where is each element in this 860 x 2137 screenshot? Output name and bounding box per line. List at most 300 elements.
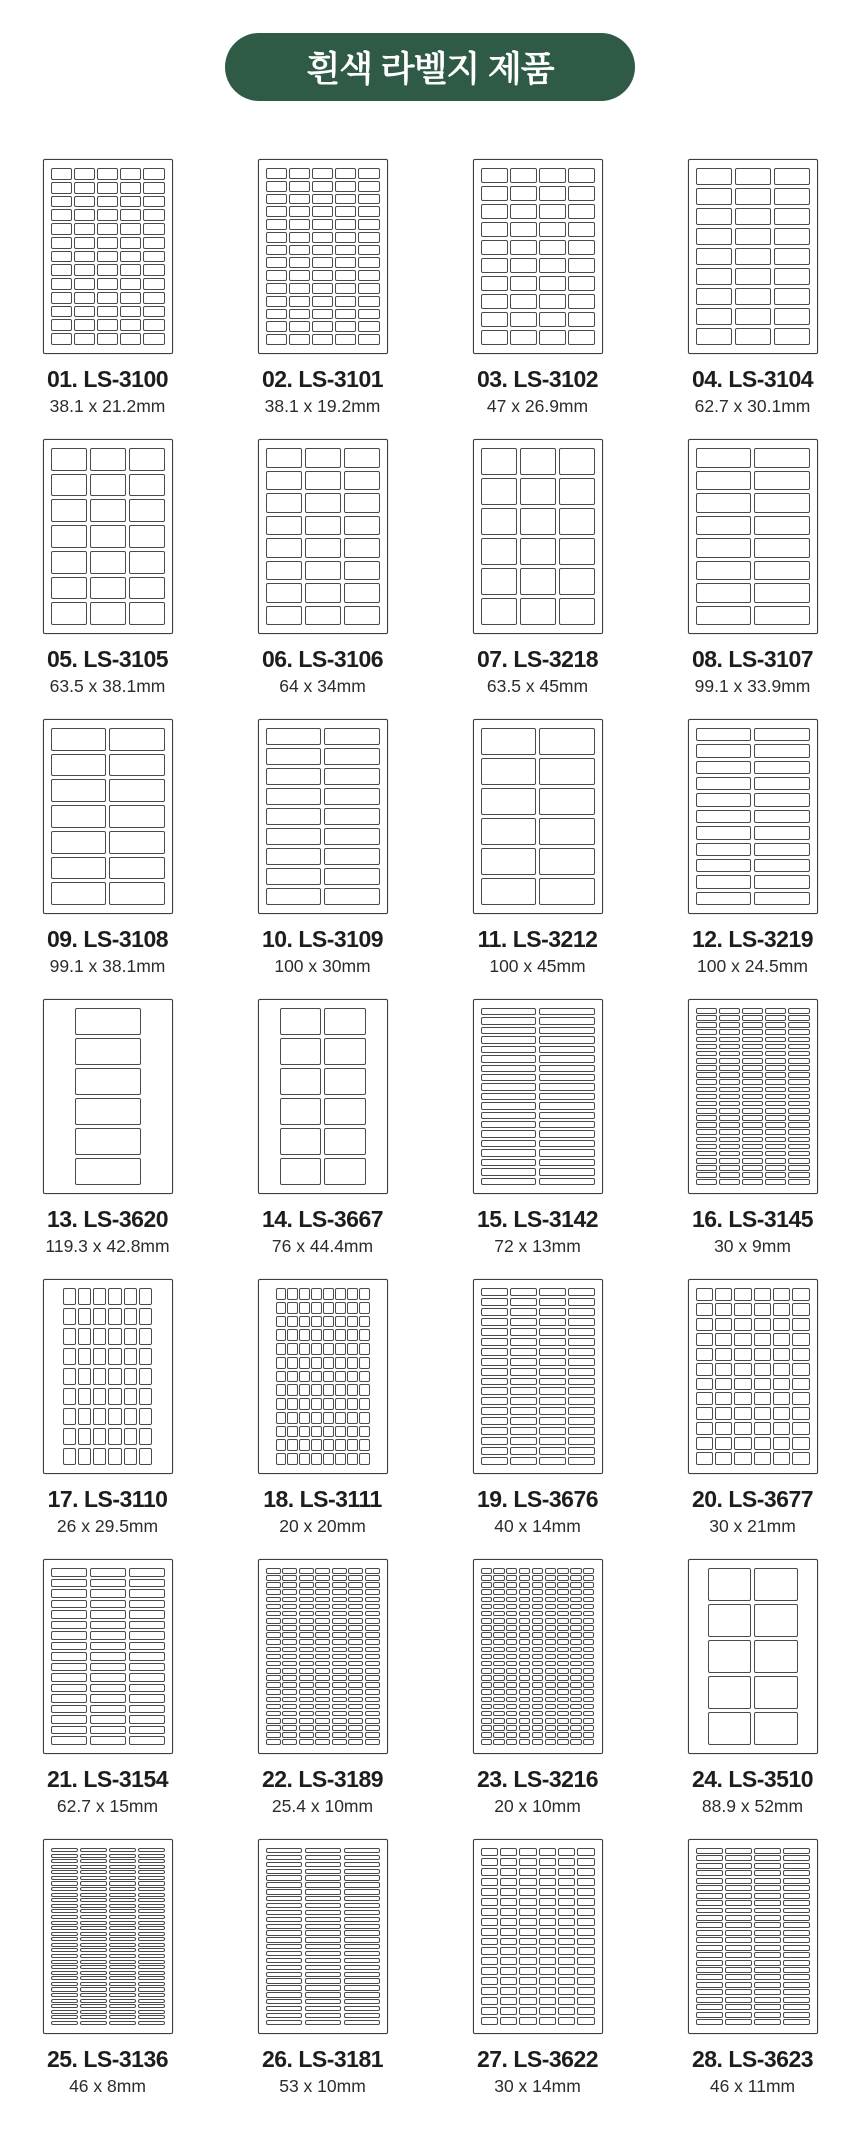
product-code: 06. LS-3106 (261, 646, 384, 672)
label-cell (129, 1568, 165, 1577)
label-cell (539, 1457, 566, 1465)
label-cell (506, 1639, 517, 1645)
label-cell (80, 1943, 107, 1947)
label-cell (90, 525, 126, 548)
label-cell (506, 1654, 517, 1660)
label-cell (696, 1452, 713, 1465)
label-cell (539, 1407, 566, 1415)
label-cell (481, 1697, 492, 1703)
label-cell (359, 1426, 369, 1438)
label-cell (323, 1329, 333, 1341)
label-cell (696, 1318, 713, 1331)
label-cell (138, 2015, 165, 2019)
label-cell (266, 848, 322, 865)
label-cell (51, 2021, 78, 2025)
label-cell (108, 1408, 121, 1425)
label-cell (312, 283, 333, 294)
label-cell (519, 1938, 536, 1946)
label-cell (510, 1457, 537, 1465)
label-cell (719, 1072, 740, 1078)
label-cell (696, 471, 752, 491)
label-cell (493, 1654, 504, 1660)
label-cell (344, 2013, 380, 2018)
label-cell (532, 1597, 543, 1603)
label-cell (78, 1368, 91, 1385)
label-grid (481, 1008, 595, 1185)
label-cell (715, 1378, 732, 1391)
label-cell (287, 1398, 297, 1410)
label-cell (282, 1739, 297, 1745)
label-cell (519, 1878, 536, 1886)
label-cell (783, 1967, 810, 1973)
label-cell (323, 1343, 333, 1355)
label-cell (557, 1732, 568, 1738)
label-cell (109, 1854, 136, 1858)
label-cell (143, 209, 164, 221)
label-cell (299, 1647, 314, 1653)
label-cell (335, 232, 356, 243)
label-cell (90, 1610, 126, 1619)
label-cell (51, 223, 72, 235)
label-cell (696, 1885, 723, 1891)
product-card (430, 439, 645, 697)
product-card (430, 719, 645, 977)
label-cell (80, 1982, 107, 1986)
label-cell (577, 1987, 594, 1995)
label-cell (519, 1625, 530, 1631)
label-cell (51, 1904, 78, 1908)
label-cell (792, 1407, 809, 1420)
label-cell (266, 296, 287, 307)
label-cell (109, 1893, 136, 1897)
label-grid (481, 448, 595, 625)
label-cell (493, 1639, 504, 1645)
label-cell (120, 319, 141, 331)
label-cell (287, 1343, 297, 1355)
product-card (0, 719, 215, 977)
label-cell (266, 1654, 281, 1660)
label-cell (129, 499, 165, 522)
label-cell (510, 1437, 537, 1445)
label-cell (696, 2019, 723, 2025)
label-cell (289, 245, 310, 256)
label-cell (545, 1661, 556, 1667)
label-cell (519, 1967, 536, 1975)
label-cell (90, 1600, 126, 1609)
label-cell (129, 1589, 165, 1598)
label-cell (305, 1917, 341, 1922)
label-cell (493, 1582, 504, 1588)
label-cell (519, 1689, 530, 1695)
label-cell (51, 1954, 78, 1958)
label-cell (481, 478, 517, 505)
product-card (430, 1279, 645, 1537)
product-card (215, 159, 430, 417)
label-cell (109, 1876, 136, 1880)
label-cell (719, 1065, 740, 1071)
label-cell (754, 1422, 771, 1435)
label-cell (696, 1855, 723, 1861)
label-cell (359, 1288, 369, 1300)
label-cell (481, 1074, 537, 1081)
label-cell (568, 1298, 595, 1306)
label-cell (719, 1115, 740, 1121)
label-cell (539, 1288, 566, 1296)
label-cell (742, 1122, 763, 1128)
label-cell (481, 1918, 498, 1926)
label-cell (583, 1704, 594, 1710)
label-cell (282, 1725, 297, 1731)
label-cell (765, 1079, 786, 1085)
label-cell (765, 1051, 786, 1057)
product-code: 24. LS-3510 (691, 1766, 814, 1792)
label-cell (51, 1971, 78, 1975)
label-cell (783, 1893, 810, 1899)
label-cell (696, 859, 752, 872)
label-cell (129, 1715, 165, 1724)
label-cell (311, 1288, 321, 1300)
label-cell (742, 1137, 763, 1143)
label-cell (754, 744, 810, 757)
label-cell (539, 1348, 566, 1356)
label-cell (344, 1862, 380, 1867)
label-cell (783, 1922, 810, 1928)
label-cell (696, 1288, 713, 1301)
label-cell (335, 1439, 345, 1451)
label-cell (124, 1288, 137, 1305)
label-cell (568, 1338, 595, 1346)
label-cell (359, 1439, 369, 1451)
label-cell (324, 848, 380, 865)
label-cell (75, 1008, 141, 1035)
label-cell (481, 1597, 492, 1603)
label-cell (510, 1298, 537, 1306)
label-cell (315, 1647, 330, 1653)
product-code: 11. LS-3212 (477, 926, 598, 952)
label-cell (500, 1997, 517, 2005)
label-cell (557, 1568, 568, 1574)
label-cell (266, 1889, 302, 1894)
label-cell (506, 1625, 517, 1631)
label-cell (557, 1611, 568, 1617)
label-cell (120, 209, 141, 221)
label-cell (765, 1015, 786, 1021)
label-cell (696, 1915, 723, 1921)
label-cell (124, 1348, 137, 1365)
label-cell (519, 1725, 530, 1731)
label-cell (783, 1848, 810, 1854)
label-cell (80, 1854, 107, 1858)
label-cell (129, 551, 165, 574)
label-cell (510, 1318, 537, 1326)
label-cell (539, 1036, 595, 1043)
label-cell (75, 1068, 141, 1095)
label-cell (557, 1661, 568, 1667)
label-cell (583, 1632, 594, 1638)
label-cell (754, 1392, 771, 1405)
label-cell (312, 181, 333, 192)
label-cell (765, 1165, 786, 1171)
label-cell (51, 1932, 78, 1936)
label-cell (510, 1427, 537, 1435)
label-cell (344, 1985, 380, 1990)
label-cell (742, 1079, 763, 1085)
label-cell (519, 1668, 530, 1674)
label-cell (365, 1654, 380, 1660)
label-cell (510, 1338, 537, 1346)
label-cell (344, 1889, 380, 1894)
label-cell (108, 1448, 121, 1465)
label-cell (696, 1115, 717, 1121)
label-cell (289, 270, 310, 281)
label-cell (577, 2007, 594, 2015)
label-cell (539, 1977, 556, 1985)
label-grid (51, 1848, 165, 2025)
label-cell (696, 1952, 723, 1958)
label-cell (725, 1922, 752, 1928)
label-cell (124, 1388, 137, 1405)
label-cell (365, 1732, 380, 1738)
label-cell (51, 1579, 87, 1588)
label-cell (583, 1639, 594, 1645)
label-cell (143, 333, 164, 345)
label-cell (754, 1885, 781, 1891)
label-cell (735, 208, 771, 225)
label-cell (80, 1954, 107, 1958)
label-cell (481, 1997, 498, 2005)
label-cell (545, 1582, 556, 1588)
label-cell (532, 1604, 543, 1610)
label-cell (510, 186, 537, 201)
label-grid (696, 1008, 810, 1185)
label-cell (696, 1930, 723, 1936)
label-cell (583, 1568, 594, 1574)
label-cell (481, 1654, 492, 1660)
label-cell (570, 1732, 581, 1738)
label-cell (539, 1140, 595, 1147)
label-cell (266, 1575, 281, 1581)
label-cell (696, 1997, 723, 2003)
label-cell (280, 1008, 322, 1035)
label-sheet-diagram (43, 1559, 173, 1754)
product-card (645, 1839, 860, 2097)
product-card (0, 1839, 215, 2097)
label-cell (583, 1611, 594, 1617)
label-cell (696, 268, 732, 285)
label-cell (315, 1568, 330, 1574)
label-cell (348, 1739, 363, 1745)
label-cell (90, 1694, 126, 1703)
label-cell (539, 1093, 595, 1100)
label-cell (754, 2019, 781, 2025)
label-cell (78, 1308, 91, 1325)
label-cell (108, 1328, 121, 1345)
product-code: 12. LS-3219 (691, 926, 814, 952)
label-cell (519, 1611, 530, 1617)
label-cell (493, 1668, 504, 1674)
label-cell (266, 1604, 281, 1610)
label-cell (348, 1639, 363, 1645)
product-code: 08. LS-3107 (691, 646, 814, 672)
label-cell (696, 1079, 717, 1085)
label-cell (481, 1437, 508, 1445)
label-cell (696, 1893, 723, 1899)
label-cell (696, 1960, 723, 1966)
label-cell (129, 1652, 165, 1661)
label-cell (289, 232, 310, 243)
label-cell (754, 1989, 781, 1995)
label-cell (358, 283, 379, 294)
label-cell (282, 1597, 297, 1603)
label-cell (311, 1316, 321, 1328)
label-cell (266, 1732, 281, 1738)
label-cell (90, 1568, 126, 1577)
label-cell (719, 1022, 740, 1028)
label-cell (570, 1647, 581, 1653)
label-cell (568, 204, 595, 219)
label-cell (510, 1368, 537, 1376)
label-cell (725, 1908, 752, 1914)
label-cell (143, 237, 164, 249)
label-cell (266, 1625, 281, 1631)
label-cell (80, 1893, 107, 1897)
label-cell (109, 1865, 136, 1869)
label-cell (335, 1316, 345, 1328)
label-cell (715, 1422, 732, 1435)
label-cell (532, 1647, 543, 1653)
label-cell (481, 1987, 498, 1995)
label-cell (51, 251, 72, 263)
label-sheet-diagram (688, 999, 818, 1194)
label-cell (783, 2012, 810, 2018)
label-cell (481, 1168, 537, 1175)
label-cell (481, 1447, 508, 1455)
label-cell (577, 1947, 594, 1955)
label-cell (696, 1982, 723, 1988)
label-cell (520, 598, 556, 625)
label-cell (51, 1982, 78, 1986)
label-cell (282, 1632, 297, 1638)
label-cell (519, 1618, 530, 1624)
label-cell (696, 1422, 713, 1435)
label-cell (539, 2017, 556, 2025)
label-cell (788, 1022, 809, 1028)
label-cell (577, 1858, 594, 1866)
label-cell (719, 1008, 740, 1014)
label-cell (51, 1642, 87, 1651)
label-cell (365, 1718, 380, 1724)
label-cell (583, 1604, 594, 1610)
label-cell (266, 245, 287, 256)
label-cell (754, 1604, 798, 1637)
label-cell (129, 1579, 165, 1588)
label-cell (539, 1328, 566, 1336)
label-cell (129, 1736, 165, 1745)
label-cell (287, 1357, 297, 1369)
label-cell (311, 1329, 321, 1341)
label-cell (510, 240, 537, 255)
label-cell (74, 278, 95, 290)
label-cell (335, 321, 356, 332)
label-cell (754, 777, 810, 790)
label-cell (719, 1101, 740, 1107)
label-cell (481, 1121, 537, 1128)
label-cell (266, 448, 302, 468)
label-cell (696, 761, 752, 774)
label-cell (506, 1682, 517, 1688)
label-cell (570, 1668, 581, 1674)
label-cell (80, 1870, 107, 1874)
label-cell (266, 1917, 302, 1922)
label-cell (532, 1611, 543, 1617)
label-cell (266, 1718, 281, 1724)
label-cell (109, 1976, 136, 1980)
label-cell (559, 508, 595, 535)
label-cell (481, 1898, 498, 1906)
label-cell (532, 1639, 543, 1645)
label-cell (138, 1965, 165, 1969)
label-cell (773, 1378, 790, 1391)
label-cell (129, 1631, 165, 1640)
label-cell (266, 1639, 281, 1645)
label-cell (51, 306, 72, 318)
label-cell (365, 1675, 380, 1681)
label-cell (348, 1697, 363, 1703)
label-cell (80, 1876, 107, 1880)
label-cell (754, 1967, 781, 1973)
label-grid (696, 728, 810, 905)
label-cell (539, 1358, 566, 1366)
label-cell (725, 1989, 752, 1995)
label-cell (51, 1848, 78, 1852)
label-cell (532, 1711, 543, 1717)
label-cell (93, 1308, 106, 1325)
label-cell (109, 805, 165, 828)
label-cell (570, 1632, 581, 1638)
label-cell (539, 728, 595, 755)
label-cell (500, 1908, 517, 1916)
label-cell (359, 1412, 369, 1424)
label-cell (266, 232, 287, 243)
label-cell (696, 1008, 717, 1014)
label-cell (725, 1930, 752, 1936)
label-cell (282, 1697, 297, 1703)
label-cell (266, 1930, 302, 1935)
label-cell (109, 2004, 136, 2008)
label-cell (481, 1967, 498, 1975)
label-cell (344, 493, 380, 513)
label-cell (266, 888, 322, 905)
label-cell (510, 1288, 537, 1296)
label-cell (715, 1333, 732, 1346)
label-cell (344, 1924, 380, 1929)
label-cell (481, 1888, 498, 1896)
label-cell (305, 1958, 341, 1963)
label-cell (545, 1697, 556, 1703)
label-cell (783, 1915, 810, 1921)
label-cell (143, 196, 164, 208)
label-cell (332, 1575, 347, 1581)
label-cell (788, 1165, 809, 1171)
label-sheet-diagram (473, 159, 603, 354)
label-cell (532, 1732, 543, 1738)
label-cell (266, 1869, 302, 1874)
label-cell (568, 1387, 595, 1395)
label-cell (266, 1965, 302, 1970)
label-cell (109, 1887, 136, 1891)
label-cell (539, 1065, 595, 1072)
label-cell (719, 1058, 740, 1064)
